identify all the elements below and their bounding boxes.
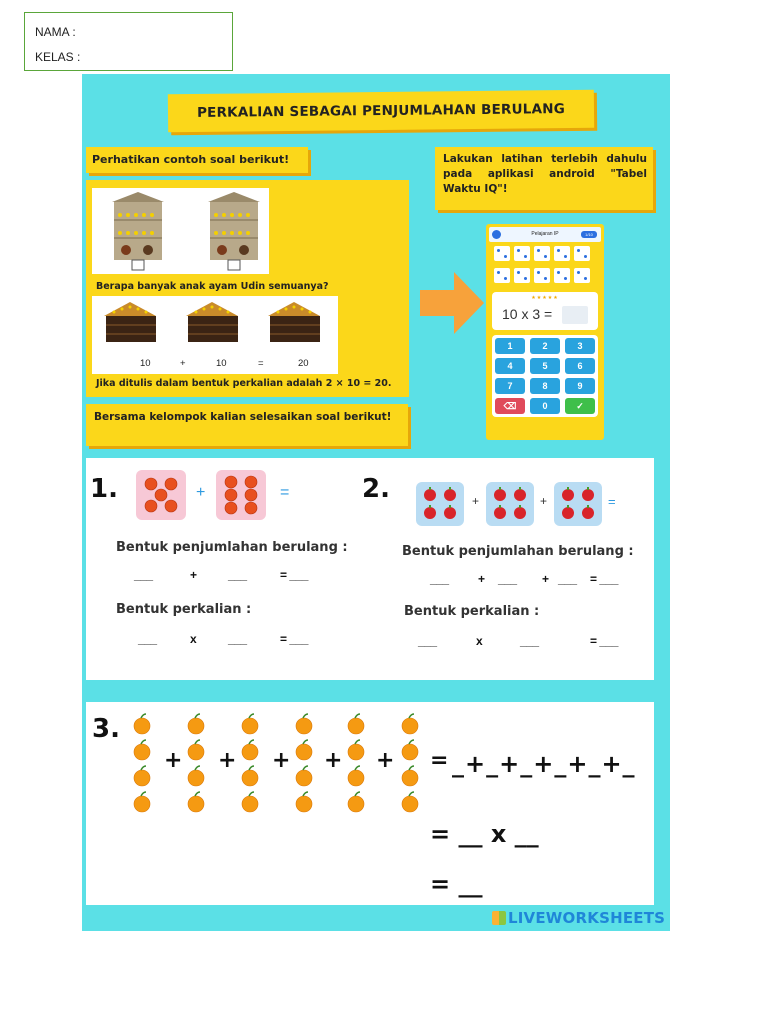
problem-3-plus: +	[218, 748, 237, 773]
dice-icon	[534, 246, 550, 261]
example-eq-equals: =	[258, 358, 264, 369]
worksheet	[82, 74, 670, 931]
dice-icon	[574, 268, 590, 283]
problem-1-multiplication-label: Bentuk perkalian :	[116, 602, 252, 617]
arrow-right-icon	[420, 272, 484, 334]
app-question: 10 x 3 =	[502, 306, 553, 322]
dice-icon	[494, 246, 510, 261]
app-question-panel	[492, 292, 598, 330]
example-eq-term1: 10	[140, 358, 151, 369]
problem-2-add-blank: ___	[430, 572, 449, 586]
problem-3-card	[86, 702, 654, 905]
problem-3-plus: +	[164, 748, 183, 773]
problem-2-add-plus: +	[478, 572, 485, 586]
key-9: 9	[565, 378, 595, 394]
dice-icon	[554, 246, 570, 261]
problem-3-plus: +	[272, 748, 291, 773]
answer-box	[562, 306, 588, 324]
problem-3-result-line: = __	[430, 870, 483, 898]
app-keypad	[492, 335, 598, 417]
problem-1-mul-blank: ___	[228, 632, 247, 646]
example-heading: Perhatikan contoh soal berikut!	[86, 147, 308, 173]
chicken-nests-image	[92, 296, 338, 374]
dice-icon	[514, 246, 530, 261]
problem-1-add-blank: ___	[228, 568, 247, 582]
tomato-tile	[136, 470, 186, 520]
app-screenshot	[486, 224, 604, 440]
problem-2-plus: +	[540, 494, 548, 508]
problem-2-addition-label: Bentuk penjumlahan berulang :	[402, 544, 634, 559]
apples-icon	[486, 482, 534, 526]
problem-3-sum-line: _+_+_+_+_+_	[452, 750, 636, 778]
example-eq-term2: 10	[216, 358, 227, 369]
name-class-box	[24, 12, 233, 71]
chicken-coops-image	[92, 188, 269, 274]
example-panel	[86, 180, 409, 397]
problem-1-equals: =	[280, 484, 290, 501]
problem-1-mul-result: = ___	[280, 632, 308, 646]
dice-icon	[514, 268, 530, 283]
practice-note: Lakukan latihan terlebih dahulu pada aplikasi android "Tabel Waktu IQ"!	[435, 147, 653, 210]
example-eq-result: 20	[298, 358, 309, 369]
problem-1-mul-times: x	[190, 632, 197, 646]
problem-2-mul-blank: ___	[418, 634, 437, 648]
apple-tile	[416, 482, 464, 526]
rating-stars: ★★★★★	[531, 295, 559, 301]
key-6: 6	[565, 358, 595, 374]
key-0: 0	[530, 398, 560, 414]
problem-2-mul-times: x	[476, 634, 483, 648]
app-header	[489, 227, 601, 242]
example-question: Berapa banyak anak ayam Udin semuanya?	[96, 281, 329, 292]
example-conclusion: Jika ditulis dalam bentuk perkalian adalah 2 × 10 = 20.	[96, 378, 392, 389]
logo-mark-icon	[492, 911, 506, 925]
problem-2-add-blank: ___	[498, 572, 517, 586]
problem-2-number: 2.	[362, 474, 390, 504]
problem-2-add-blank: ___	[558, 572, 577, 586]
apple-tile	[486, 482, 534, 526]
problem-2-add-plus: +	[542, 572, 549, 586]
example-eq-plus: +	[180, 358, 186, 369]
problem-1-number: 1.	[90, 474, 118, 504]
nama-label: NAMA :	[35, 25, 76, 39]
apples-icon	[416, 482, 464, 526]
problem-1-add-result: = ___	[280, 568, 308, 582]
group-note: Bersama kelompok kalian selesaikan soal berikut!	[86, 404, 408, 446]
key-8: 8	[530, 378, 560, 394]
worksheet-title: PERKALIAN SEBAGAI PENJUMLAHAN BERULANG	[168, 90, 594, 132]
tomatoes-icon	[136, 470, 186, 520]
problem-1-add-plus: +	[190, 568, 197, 582]
problem-1-plus: +	[196, 484, 206, 501]
problem-2-equals: =	[608, 494, 616, 509]
app-title: Pelajaran IP	[531, 231, 559, 237]
back-icon	[492, 230, 501, 239]
key-2: 2	[530, 338, 560, 354]
problem-2-mul-result: = ___	[590, 634, 618, 648]
liveworksheets-logo	[492, 909, 665, 927]
apple-tile	[554, 482, 602, 526]
kelas-label: KELAS :	[35, 50, 81, 64]
problem-2-multiplication-label: Bentuk perkalian :	[404, 604, 540, 619]
problem-3-number: 3.	[92, 714, 120, 744]
problem-1-mul-blank: ___	[138, 632, 157, 646]
key-delete: ⌫	[495, 398, 525, 414]
problem-1-addition-label: Bentuk penjumlahan berulang :	[116, 540, 348, 555]
problem-2-mul-blank: ___	[520, 634, 539, 648]
key-4: 4	[495, 358, 525, 374]
tomatoes-icon	[216, 470, 266, 520]
app-progress-badge: 1/10	[581, 231, 597, 238]
key-1: 1	[495, 338, 525, 354]
apples-icon	[554, 482, 602, 526]
dice-icon	[554, 268, 570, 283]
problem-1-add-blank: ___	[134, 568, 153, 582]
problem-2-add-result: = ___	[590, 572, 618, 586]
problems-1-2-card	[86, 458, 654, 680]
tomato-tile	[216, 470, 266, 520]
problem-3-plus: +	[376, 748, 395, 773]
dice-icon	[574, 246, 590, 261]
key-5: 5	[530, 358, 560, 374]
key-check: ✓	[565, 398, 595, 414]
logo-text: LIVEWORKSHEETS	[508, 909, 666, 927]
key-7: 7	[495, 378, 525, 394]
problem-3-plus: +	[324, 748, 343, 773]
key-3: 3	[565, 338, 595, 354]
dice-icon	[494, 268, 510, 283]
dice-icon	[534, 268, 550, 283]
problem-3-equals: =	[430, 748, 449, 773]
problem-2-plus: +	[472, 494, 480, 508]
problem-3-product-line: = __ x __	[430, 820, 539, 848]
